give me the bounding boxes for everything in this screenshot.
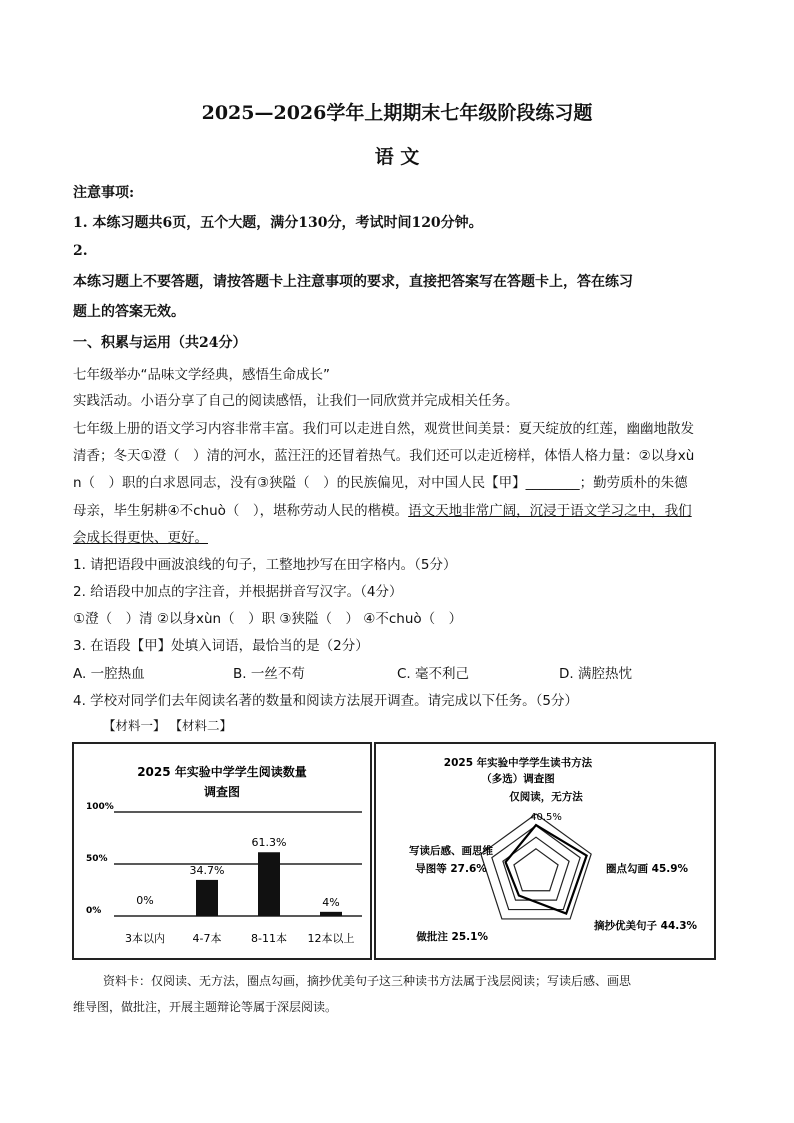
bar-category-label: 8-11本 [251,932,287,945]
bar-chart-title-line-1: 2025 年实验中学学生阅读数量 [137,765,307,779]
notice-item-2-line-1: 本练习题上不要答题，请按答题卡上注意事项的要求，直接把答案写在答题卡上，答在练习 [73,274,633,290]
page-title: 2025—2026学年上期期末七年级阶段练习题 [201,102,593,124]
reading-method-radar-chart [376,744,714,958]
reading-quantity-bar-chart [74,744,370,958]
bar-value-label: 34.7% [189,863,225,877]
bar-chart-title-line-2: 调查图 [203,785,241,799]
notice-item-2-number: 2. [73,243,88,259]
question-2-blanks: ①澄（ ）清 ②以身xùn（ ）职 ③狭隘（ ） ④不chuò（ ） [73,611,463,627]
radar-axis-label: 写读后感、画思维 [409,845,493,857]
radar-axis-value-label: 40.5% [530,812,562,823]
radar-axis-label: 导图等 27.6% [415,863,487,875]
bar-value-label: 0% [136,894,154,907]
paragraph-line-4 [73,499,692,519]
bar-value-label: 61.3% [251,836,287,850]
intro-line-2: 实践活动。小语分享了自己的阅读感悟，让我们一同欣赏并完成相关任务。 [73,393,519,409]
bar-category-label: 12本以上 [307,932,355,945]
bar-y-tick-label: 50% [86,854,108,864]
radar-ring [514,849,558,891]
paragraph-line-1: 七年级上册的语文学习内容非常丰富。我们可以走进自然，观赏世间美景：夏天绽放的红莲，幽幽地散发 [73,421,694,437]
paragraph-line-5: 会成长得更快、更好。 [73,530,208,546]
reading-method-chart-frame [374,742,716,960]
radar-chart-title-line-2: （多选）调查图 [481,773,555,785]
radar-axis-label: 做批注 25.1% [416,931,488,943]
paragraph-line-2: 清香；冬天①澄（ ）清的河水，蓝汪汪的还冒着热气。我们还可以走近榜样，体悟人格力量：②以身xù [73,448,695,464]
notice-item-2-line-2: 题上的答案无效。 [73,304,185,320]
subject-title: 语 文 [374,146,420,168]
notice-heading: 注意事项: [73,185,135,201]
notice-item-1: 1. 本练习题共6页，五个大题，满分130分，考试时间120分钟。 [73,215,483,231]
question-2: 2. 给语段中加点的字注音，并根据拼音写汉字。（4分） [73,584,403,600]
option-a: A. 一腔热血 [73,666,145,682]
intro-line-1: 七年级举办“品味文学经典，感悟生命成长” [73,367,330,383]
footnote-line-2: 维导图，做批注，开展主题辩论等属于深层阅读。 [73,1000,338,1014]
option-b: B. 一丝不苟 [233,666,305,682]
bar-category-label: 4-7本 [192,932,222,945]
radar-axis-label: 圈点勾画 45.9% [606,863,689,875]
reading-quantity-chart-frame [72,742,372,960]
radar-axis-label: 摘抄优美句子 44.3% [594,920,698,932]
bar [320,912,342,916]
option-d: D. 满腔热忱 [559,666,632,682]
radar-chart-title-line-1: 2025 年实验中学学生读书方法 [443,757,593,769]
bar-y-tick-label: 0% [86,906,102,916]
bar-value-label: 4% [322,895,340,909]
bar-y-tick-label: 100% [86,802,114,812]
paragraph-line-3: n（ ）职的白求恩同志，没有③狭隘（ ）的民族偏见，对中国人民【甲】________；勤劳质朴的朱德 [73,475,688,491]
wavy-underlined-sentence: 语文天地非常广阔，沉浸于语文学习之中，我们 [408,503,692,519]
bar-category-label: 3本以内 [125,932,165,945]
footnote-line-1: 资料卡：仅阅读、无方法，圈点勾画，摘抄优美句子这三种读书方法属于浅层阅读；写读后感、画思 [103,974,632,988]
paragraph-line-4-part-a: 母亲，毕生躬耕④不chuò（ ），堪称劳动人民的楷模。 [73,503,409,519]
option-c: C. 毫不利己 [397,666,470,682]
section-1-heading: 一、积累与运用（共24分） [73,335,247,351]
bar [258,852,280,916]
radar-axis-label: 仅阅读，无方法 [509,791,583,803]
question-4: 4. 学校对同学们去年阅读名著的数量和阅读方法展开调查。请完成以下任务。（5分） [73,693,579,709]
question-1: 1. 请把语段中画波浪线的句子，工整地抄写在田字格内。（5分） [73,557,457,573]
bar [196,880,218,916]
question-3: 3. 在语段【甲】处填入词语，最恰当的是（2分） [73,638,369,654]
materials-label: 【材料一】 【材料二】 [103,718,232,733]
